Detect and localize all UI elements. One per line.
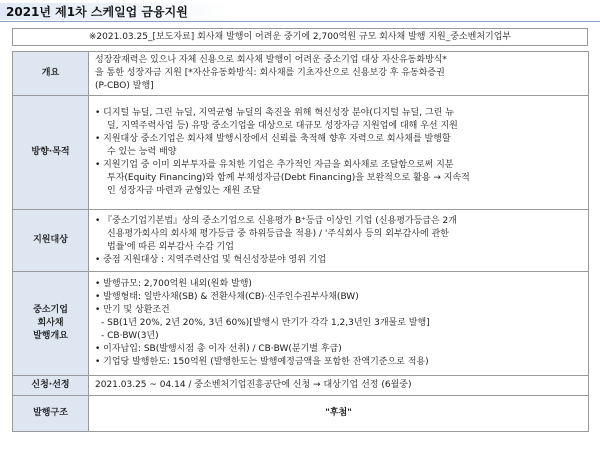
bond-maturity-sb: - SB(1년 20%, 2년 20%, 3년 60%)[발행시 만기가 각각 1,2,3년인 3개물로 발행]	[101, 318, 430, 328]
target-bullet-2: • 중점 지원대상 : 지역주력산업 및 혁신성장분야 영위 기업	[95, 254, 327, 265]
target-bullet-1-cont: 신용평가회사의 회사채 평가등급 중 하위등급을 적용) / '주식회사 등의 외부감사에 관한	[107, 228, 449, 239]
purpose-bullet-3-cont2: 인 성장자금 마련과 균형있는 재원 조달	[107, 186, 261, 196]
overview-line-3: (P-CBO) 발행]	[95, 81, 154, 91]
overview-line-2: 을 통한 성장자금 지원 [*자산유동화방식: 회사채를 기초자산으로 신용보강 후 유동화증권	[95, 68, 445, 78]
support-info-table	[12, 51, 589, 432]
bond-bullet-maturity: • 만기 및 상환조건	[95, 305, 170, 315]
content-target	[89, 210, 589, 272]
row-overview	[13, 52, 589, 96]
label-target: 지원대상	[13, 210, 89, 272]
row-target	[13, 210, 589, 272]
purpose-bullet-2-cont: 수 있는 능력 배양	[107, 147, 177, 157]
target-bullet-1: • 『중소기업기본법』상의 중소기업으로 신용평가 B⁺등급 이상인 기업 (신용평가등급은 2개	[95, 215, 457, 226]
bond-bullet-interest: • 이자납입: SB(발행시점 총 이자 선취) / CB·BW(분기별 후급)	[95, 344, 342, 354]
content-overview	[89, 52, 589, 96]
target-bullet-1-cont2: 법률'에 따른 외부감사 수감 기업	[107, 241, 234, 252]
content-purpose	[89, 96, 589, 210]
page-header	[0, 0, 600, 22]
label-structure: 발행구조	[13, 396, 89, 432]
source-note: ※2021.03.25_[보도자료] 회사채 발행이 어려운 중기에 2,700억원 규모 회사채 발행 지원_중소벤처기업부	[12, 28, 588, 46]
purpose-bullet-3-cont: 투자(Equity Financing)와 함께 부채성자금(Debt Financing)을 보완적으로 활용 → 지속적	[107, 173, 470, 183]
overview-line-1: 성장잠재력은 있으나 자체 신용으로 회사채 발행이 어려운 중소기업 대상 자산유동화방식*	[95, 55, 447, 65]
purpose-bullet-3: • 지원기업 중 이미 외부투자를 유치한 기업은 추가적인 자금을 회사채로 조달함으로써 지분	[95, 160, 454, 170]
label-bond-line-1: 중소기업	[33, 305, 68, 315]
label-bond-line-3: 발행개요	[33, 331, 68, 341]
content-schedule: 2021.03.25 ~ 04.14 / 중소벤처기업진흥공단에 신청 → 대상기업 선정 (6월중)	[89, 376, 589, 396]
purpose-bullet-2: • 지원대상 중소기업은 회사채 발행시장에서 신뢰를 축적해 향후 자력으로 회사채를 발행할	[95, 134, 451, 144]
header-divider	[0, 21, 600, 22]
label-purpose: 방향·목적	[13, 96, 89, 210]
purpose-bullet-1: • 디지털 뉴딜, 그린 뉴딜, 지역균형 뉴딜의 촉진을 위해 혁신성장 분야(디지털 뉴딜, 그린 뉴	[95, 108, 454, 118]
row-schedule	[13, 376, 589, 396]
bond-bullet-limit: • 기업당 발행한도: 150억원 (발행한도는 발행예정금액을 포함한 잔액기준으로 적용)	[95, 357, 429, 367]
label-overview: 개요	[13, 52, 89, 96]
purpose-bullet-1-cont: 딜, 지역주력사업 등) 유망 중소기업을 대상으로 대규모 성장자금 지원업에 대해 우선 지원	[107, 121, 458, 131]
content-structure: "후첨"	[89, 396, 589, 432]
bond-maturity-cb: - CB·BW(3년)	[101, 331, 159, 341]
bond-bullet-size: • 발행규모: 2,700억원 내외(원화 발행)	[95, 279, 252, 289]
bond-bullet-type: • 발행형태: 일반사채(SB) & 전환사채(CB)·신주인수권부사채(BW)	[95, 292, 359, 302]
label-bond-line-2: 회사채	[37, 318, 64, 328]
row-bond	[13, 272, 589, 376]
page-title: 2021년 제1차 스케일업 금융지원	[6, 5, 188, 19]
label-bond	[13, 272, 89, 376]
row-structure	[13, 396, 589, 432]
label-schedule: 신청·선정	[13, 376, 89, 396]
content-bond	[89, 272, 589, 376]
row-purpose	[13, 96, 589, 210]
